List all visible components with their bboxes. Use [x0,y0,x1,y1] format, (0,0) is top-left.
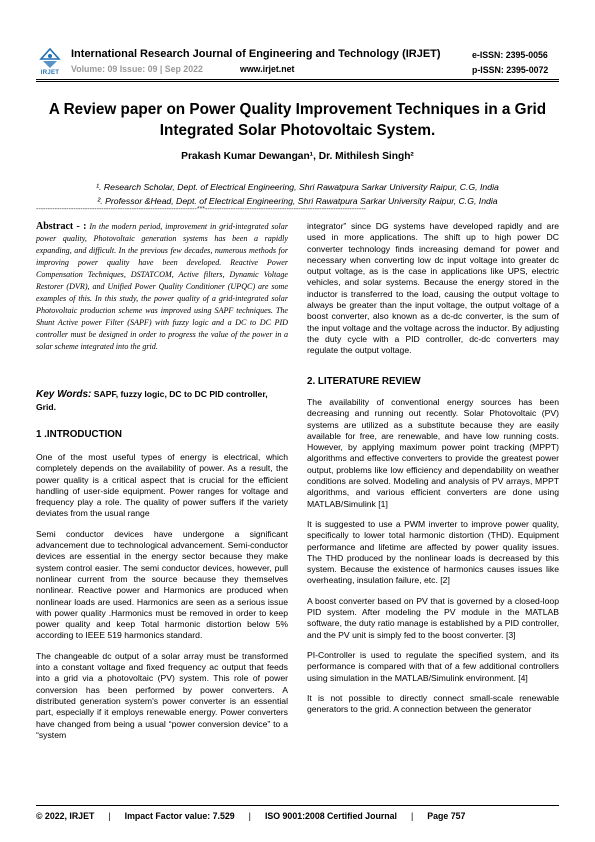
keywords-text: SAPF, fuzzy logic, DC to DC PID controller, Grid. [36,389,268,412]
irjet-logo [38,47,62,69]
footer-copyright: © 2022, IRJET [36,811,95,821]
paragraph: integrator” since DG systems have developed rapidly and are used in more applications. The shift up to high power DC converter technology finds increasing demand for power and necessary when converting low dc input voltage into greater dc output voltage, as is the case in applications like UPS, electric vehicles, and solar systems. Because the energy stored in the inductor is transferred to the load, causing the output voltage to always be greater than the input voltage, the output voltage of a boost converter, also known as a dc-dc converter, is the sum of the input voltage and the voltage across the inductor. By adjusting the duty cycle with a PID controller, dc-dc converters may regulate the output voltage. [307,221,559,356]
footer [36,811,559,821]
section-heading: 2. LITERATURE REVIEW [307,376,421,387]
abstract-label: Abstract - : [36,221,87,232]
keywords [36,388,288,414]
header-rule [36,81,559,82]
journal-website[interactable]: www.irjet.net [240,64,295,74]
paper-title-line: Integrated Solar Photovoltaic System. [159,122,436,139]
footer-rule [36,805,559,806]
footer-separator: | [108,811,111,821]
paragraph: The changeable dc output of a solar array must be transformed into a constant voltage and fixed frequency ac output that feeds into a grid via a photovoltaic (PV) system. This role of power conversion has been performed by power converters. A distributed generation system's power converter is an essential part, especially if it employs renewable energy. Power converters have changed from being a usual “power conversion device” to a “system [36,650,288,740]
authors: Prakash Kumar Dewangan¹, Dr. Mithilesh Singh² [181,151,414,162]
paragraph: One of the most useful types of energy is electrical, which completely depends on the availability of power. As a result, the power quality is a critical aspect that is crucial for the efficient handling of user-side equipment. Power ranges for voltage and frequency play a role. The quality of power suffers if the variety deviates from the usual range [36,452,288,519]
right-column-literature [307,397,559,724]
p-issn: p-ISSN: 2395-0072 [472,65,549,75]
footer-separator: | [248,811,251,821]
paper-title [40,99,555,141]
paper-title-line: A Review paper on Power Quality Improvement Techniques in a Grid [48,101,547,118]
affiliation: ¹. Research Scholar, Dept. of Electrical Engineering, Shri Rawatpura Sarkar University Raipur, C.G, India [96,182,499,192]
affiliation: ². Professor &Head, Dept. of Electrical Engineering, Shri Rawatpura Sarkar University Raipur, C.G, India [97,196,498,206]
footer-impact-factor: Impact Factor value: 7.529 [124,811,235,821]
abstract-text: In the modern period, improvement in grid-integrated solar power quality, Photovoltaic generation systems has been a rapidly expanding, and difficult. In the previous few decades, numerous methods for improving power quality have been developed. Reactive Power Compensation Techniques, DSTATCOM, Active filters, Dynamic Voltage Restorer (DVR), and Unified Power Quality Conditioner (UPQC) are some examples of this. In this study, the power quality of a grid-integrated solar Photovoltaic production scheme was improved using SAPF techniques. The Shunt Active power Filter (SAPF) with fuzzy logic and a DC to DC PID controller must be designed in order to progress the value of the power in a solar scheme integrated into the grid. [36,222,288,352]
e-issn: e-ISSN: 2395-0056 [472,50,548,60]
footer-iso: ISO 9001:2008 Certified Journal [264,811,397,821]
paragraph: Semi conductor devices have undergone a significant advancement due to technological advancement. Semi-conductor devices are essential in the energy sector because they make system control easier. The semi conductor devices, however, pull nonlinear current from the source because they themselves nonlinear. Reactive power and Harmonics are produced when nonlinear loads are used. Harmonics are seen as a serious issue with power quality .Harmonics must be removed in order to keep power quality and keep Total harmonic distortion below 5% according to IEEE 519 harmonics standard. [36,528,288,641]
journal-title: International Research Journal of Engineering and Technology (IRJET) [71,48,441,60]
section-heading: 1 .INTRODUCTION [36,429,122,440]
footer-page: Page 757 [427,811,466,821]
left-column [36,452,288,750]
footer-separator: | [410,811,414,821]
paragraph: PI-Controller is used to regulate the specified system, and its performance is compared with that of a few additional controllers using simulation in the MATLAB/Simulink environment. [4] [307,649,559,683]
section-separator: ---------------------------------------------------------------------***--------------------------------------------------------------------- [36,206,366,213]
volume-info: Volume: 09 Issue: 09 | Sep 2022 [71,64,203,74]
abstract [36,221,288,354]
right-column [307,221,559,366]
paragraph: It is not possible to directly connect small-scale renewable generators to the grid. A connection between the generator [307,692,559,715]
paragraph: A boost converter based on PV that is governed by a closed-loop PID system. After modeling the PV module in the MATLAB software, the duty ratio manage is established by a PID controller, and the PV unit is simply fed to the boost converter. [3] [307,595,559,640]
paragraph: The availability of conventional energy sources has been decreasing and running out recently. Solar Photovoltaic (PV) systems are utilized as a substitute because they are easily available for free, are renewable, and have low running costs. However, by applying maximum power point tracking (MPPT) algorithms and effective converters to provide the greatest power output, problems like low efficiency and dependability on weather conditions are solved. Modeling and analysis of PV arrays, MPPT algorithms, and various efficient converters are done using MATLAB/Simulink [1] [307,397,559,509]
keywords-label: Key Words: [36,389,92,400]
header-rule [36,79,559,80]
logo-text: IRJET [40,70,60,76]
paragraph: It is suggested to use a PWM inverter to improve power quality, specifically to lower total harmonic distortion (THD). Equipment performance and lifetime are affected by power quality issues. The THD produced by the nonlinear loads is decreased by this system. Because the existence of harmonics causes issues like overheating, insulation failure, etc. [2] [307,518,559,586]
